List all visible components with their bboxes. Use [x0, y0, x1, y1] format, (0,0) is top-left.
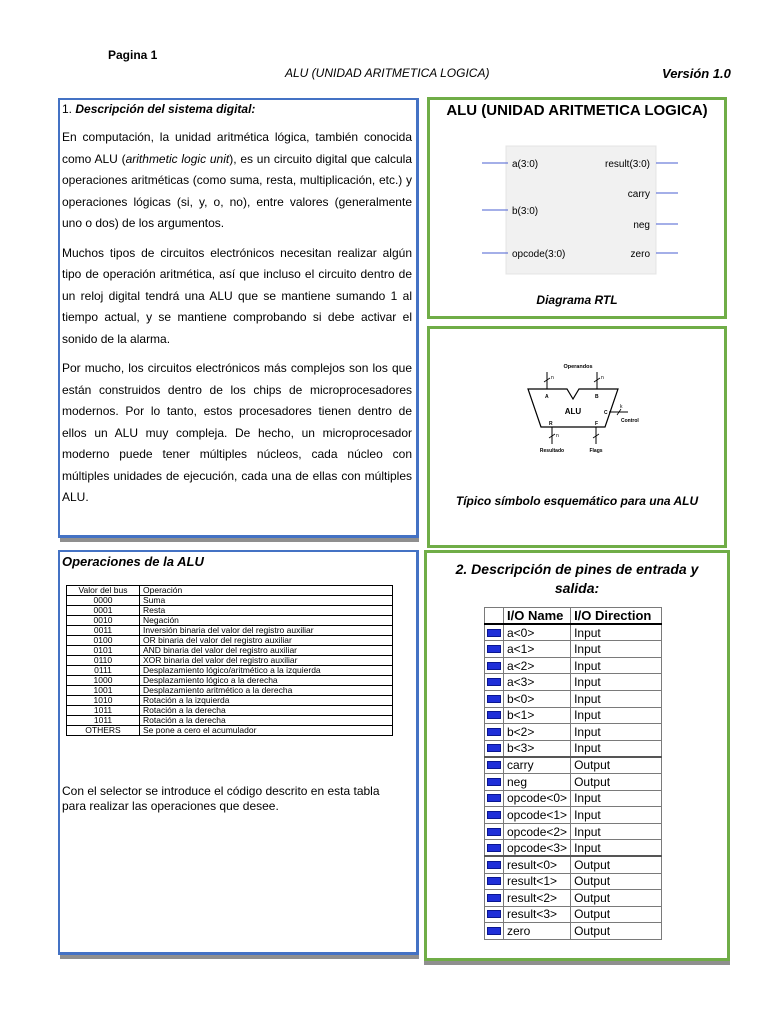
pin-icon	[487, 844, 501, 852]
pin-direction: Input	[571, 724, 662, 741]
rtl-output-carry: carry	[627, 189, 650, 200]
pins-header-direction: I/O Direction	[571, 608, 662, 625]
operations-row	[67, 616, 393, 626]
pin-row	[485, 707, 662, 724]
pin-name: result<2>	[504, 890, 571, 907]
pin-icon-cell	[485, 724, 504, 741]
pin-icon-cell	[485, 807, 504, 824]
operation-description: Desplazamiento lógico/aritmético a la izquierda	[140, 666, 393, 676]
operations-row	[67, 666, 393, 676]
pin-direction: Output	[571, 873, 662, 890]
symbol-alu-label: ALU	[564, 407, 582, 416]
pin-name: a<2>	[504, 657, 571, 674]
operations-row	[67, 696, 393, 706]
operations-note: Con el selector se introduce el código descrito en esta tabla para realizar las operaciones que desee.	[62, 784, 380, 813]
pins-header-row	[485, 608, 662, 625]
pins-title	[427, 560, 727, 598]
pin-direction: Input	[571, 790, 662, 807]
symbol-port-a: A	[545, 394, 549, 400]
pin-name: b<0>	[504, 690, 571, 707]
pins-title-line-2: salida:	[554, 580, 600, 596]
paragraph-1-start: En computación, la unidad aritmética lógica, también conocida como ALU (	[62, 130, 412, 166]
pin-direction: Output	[571, 757, 662, 774]
control-width: k	[620, 404, 623, 410]
pin-row	[485, 657, 662, 674]
section1-number: 1.	[62, 102, 73, 116]
pin-icon	[487, 778, 501, 786]
pin-icon-cell	[485, 890, 504, 907]
pin-row	[485, 840, 662, 857]
pin-row	[485, 856, 662, 873]
panel-shadow	[60, 955, 419, 959]
rtl-panel	[427, 97, 727, 319]
pin-name: carry	[504, 757, 571, 774]
pin-icon	[487, 645, 501, 653]
rtl-output-zero: zero	[630, 249, 650, 260]
pin-icon	[487, 629, 501, 637]
pin-icon-cell	[485, 657, 504, 674]
pin-icon-cell	[485, 740, 504, 757]
rtl-input-a: a(3:0)	[512, 159, 539, 170]
operation-description: XOR binaria del valor del registro auxiliar	[140, 656, 393, 666]
pin-name: neg	[504, 773, 571, 790]
pin-name: opcode<3>	[504, 840, 571, 857]
symbol-caption: Típico símbolo esquemático para una ALU	[455, 494, 699, 508]
description-panel	[58, 98, 419, 538]
operations-row	[67, 646, 393, 656]
operation-description: Rotación a la derecha	[140, 706, 393, 716]
pin-name: opcode<2>	[504, 823, 571, 840]
operation-description: Negación	[140, 616, 393, 626]
operand-b-width: n	[601, 375, 604, 381]
pin-direction: Output	[571, 773, 662, 790]
pin-row	[485, 807, 662, 824]
symbol-control-label: Control	[621, 418, 639, 424]
pin-icon-cell	[485, 773, 504, 790]
symbol-port-f: F	[595, 421, 599, 427]
pin-icon	[487, 678, 501, 686]
result-width: n	[556, 433, 559, 439]
pin-direction: Input	[571, 840, 662, 857]
operations-row	[67, 716, 393, 726]
symbol-port-r: R	[549, 421, 553, 427]
pin-row	[485, 624, 662, 641]
pin-name: result<3>	[504, 906, 571, 923]
pin-name: opcode<1>	[504, 807, 571, 824]
pin-row	[485, 906, 662, 923]
pin-icon	[487, 695, 501, 703]
operations-row	[67, 596, 393, 606]
pin-direction: Output	[571, 906, 662, 923]
pin-row	[485, 740, 662, 757]
section1-heading-text: Descripción del sistema digital:	[75, 102, 256, 116]
pin-icon	[487, 811, 501, 819]
operation-description: Resta	[140, 606, 393, 616]
pin-icon	[487, 861, 501, 869]
pin-direction: Input	[571, 690, 662, 707]
rtl-output-neg: neg	[633, 220, 650, 231]
rtl-input-opcode: opcode(3:0)	[512, 249, 566, 260]
panel-shadow	[424, 961, 730, 965]
pin-icon-cell	[485, 790, 504, 807]
operation-code: 1011	[67, 716, 140, 726]
rtl-diagram	[482, 140, 678, 280]
operations-header-operation: Operación	[140, 586, 393, 596]
pin-icon-cell	[485, 690, 504, 707]
symbol-operands-label: Operandos	[563, 364, 593, 370]
pin-row	[485, 823, 662, 840]
operation-description: Se pone a cero el acumulador	[140, 726, 393, 736]
paragraph-1-term: arithmetic logic unit	[125, 151, 230, 166]
operation-code: 0110	[67, 656, 140, 666]
operation-code: 0001	[67, 606, 140, 616]
section1-heading	[62, 102, 412, 116]
pin-icon	[487, 728, 501, 736]
paragraph-3: Por mucho, los circuitos electrónicos más complejos son los que están construidos dentro de los chips de microprocesadores modernos. Por lo tanto, estos procesadores tienen dentro de ellos un ALU muy compleja. De hecho, un microprocesador moderno puede tener múltiples núcleos, cada núcleo con múltiples unidades de ejecución, cada una de ellas con múltiples ALU.	[62, 361, 412, 504]
symbol-port-b: B	[595, 394, 599, 400]
operation-description: Suma	[140, 596, 393, 606]
pin-row	[485, 790, 662, 807]
pin-icon-cell	[485, 823, 504, 840]
pin-icon	[487, 744, 501, 752]
pin-direction: Input	[571, 823, 662, 840]
pin-icon-cell	[485, 906, 504, 923]
operation-code: 0011	[67, 626, 140, 636]
pin-row	[485, 773, 662, 790]
pin-direction: Output	[571, 856, 662, 873]
pin-row	[485, 674, 662, 691]
operand-a-width: n	[551, 375, 554, 381]
pins-table	[484, 607, 662, 940]
operation-code: 1001	[67, 686, 140, 696]
pin-direction: Output	[571, 890, 662, 907]
pin-icon-cell	[485, 856, 504, 873]
pin-name: b<1>	[504, 707, 571, 724]
pin-name: zero	[504, 923, 571, 940]
pin-direction: Input	[571, 740, 662, 757]
operations-title: Operaciones de la ALU	[62, 554, 204, 569]
rtl-input-b: b(3:0)	[512, 206, 539, 217]
operations-row	[67, 626, 393, 636]
pin-icon	[487, 662, 501, 670]
operation-code: 0000	[67, 596, 140, 606]
operations-row	[67, 656, 393, 666]
pin-icon-cell	[485, 624, 504, 641]
operation-code: 0111	[67, 666, 140, 676]
operations-panel	[58, 550, 419, 955]
rtl-output-result: result(3:0)	[604, 159, 650, 170]
pin-direction: Input	[571, 641, 662, 658]
pin-row	[485, 724, 662, 741]
pin-row	[485, 690, 662, 707]
operation-code: 1011	[67, 706, 140, 716]
paragraph-1	[62, 127, 412, 235]
pin-direction: Input	[571, 807, 662, 824]
operations-row	[67, 636, 393, 646]
pin-name: b<3>	[504, 740, 571, 757]
pin-icon-cell	[485, 873, 504, 890]
paragraph-2: Muchos tipos de circuitos electrónicos necesitan realizar algún tipo de operación aritmética, así que incluso el circuito dentro de un reloj digital tendrá una ALU que se mantiene sumando 1 al tiempo actual, y se mantiene comprobando si debe activar el sonido de la alarma.	[62, 245, 412, 346]
operation-description: AND binaria del valor del registro auxiliar	[140, 646, 393, 656]
pin-row	[485, 873, 662, 890]
pin-icon	[487, 877, 501, 885]
pin-name: a<0>	[504, 624, 571, 641]
pin-direction: Input	[571, 674, 662, 691]
page-number: Pagina 1	[108, 48, 158, 62]
panel-shadow	[60, 538, 419, 542]
pin-icon	[487, 761, 501, 769]
operations-row	[67, 706, 393, 716]
pin-direction: Input	[571, 707, 662, 724]
pin-icon-cell	[485, 707, 504, 724]
paragraph-1-end: ), es un circuito digital que calcula operaciones aritméticas (como suma, resta, multiplicación, etc.) y operaciones lógicas (si, y, o, no), entre valores (generalmente uno o dos) de los argumentos.	[62, 151, 412, 230]
pin-name: opcode<0>	[504, 790, 571, 807]
pin-name: a<1>	[504, 641, 571, 658]
operations-row	[67, 676, 393, 686]
operations-row	[67, 726, 393, 736]
pin-name: result<0>	[504, 856, 571, 873]
pin-icon-cell	[485, 757, 504, 774]
pin-name: result<1>	[504, 873, 571, 890]
symbol-result-label: Resultado	[539, 448, 565, 454]
document-title: ALU (UNIDAD ARITMETICA LOGICA)	[285, 66, 490, 80]
pins-panel	[424, 550, 730, 961]
pin-direction: Input	[571, 624, 662, 641]
operation-description: Rotación a la izquierda	[140, 696, 393, 706]
pin-row	[485, 757, 662, 774]
pins-title-line-1: 2. Descripción de pines de entrada y	[455, 561, 699, 577]
pin-icon-cell	[485, 641, 504, 658]
pin-icon-cell	[485, 674, 504, 691]
pin-icon-cell	[485, 923, 504, 940]
operations-row	[67, 606, 393, 616]
pin-icon	[487, 794, 501, 802]
operation-code: 1010	[67, 696, 140, 706]
pin-name: a<3>	[504, 674, 571, 691]
pins-header-icon-col	[485, 608, 504, 625]
rtl-title: ALU (UNIDAD ARITMETICA LOGICA)	[446, 102, 708, 119]
operation-code: 1000	[67, 676, 140, 686]
pin-icon	[487, 828, 501, 836]
pin-direction: Output	[571, 923, 662, 940]
operation-description: Desplazamiento lógico a la derecha	[140, 676, 393, 686]
operation-code: 0100	[67, 636, 140, 646]
pin-direction: Input	[571, 657, 662, 674]
pin-icon	[487, 894, 501, 902]
symbol-port-c: C	[604, 410, 608, 416]
operation-code: 0101	[67, 646, 140, 656]
operation-code: 0010	[67, 616, 140, 626]
symbol-panel	[427, 326, 727, 548]
pin-row	[485, 923, 662, 940]
pin-row	[485, 890, 662, 907]
operation-description: OR binaria del valor del registro auxiliar	[140, 636, 393, 646]
operations-row	[67, 686, 393, 696]
pins-header-name: I/O Name	[504, 608, 571, 625]
operations-table	[66, 585, 393, 736]
pin-name: b<2>	[504, 724, 571, 741]
symbol-flags-label: Flags	[589, 448, 603, 454]
operation-description: Desplazamiento aritmético a la derecha	[140, 686, 393, 696]
operations-header-code: Valor del bus	[67, 586, 140, 596]
operation-description: Rotación a la derecha	[140, 716, 393, 726]
operation-description: Inversión binaria del valor del registro auxiliar	[140, 626, 393, 636]
pin-icon	[487, 927, 501, 935]
operation-code: OTHERS	[67, 726, 140, 736]
pin-row	[485, 641, 662, 658]
pin-icon-cell	[485, 840, 504, 857]
alu-schematic-symbol	[520, 359, 650, 474]
document-version: Versión 1.0	[662, 66, 731, 81]
pin-icon	[487, 711, 501, 719]
pin-icon	[487, 910, 501, 918]
rtl-caption: Diagrama RTL	[536, 293, 618, 307]
operations-header-row	[67, 586, 393, 596]
